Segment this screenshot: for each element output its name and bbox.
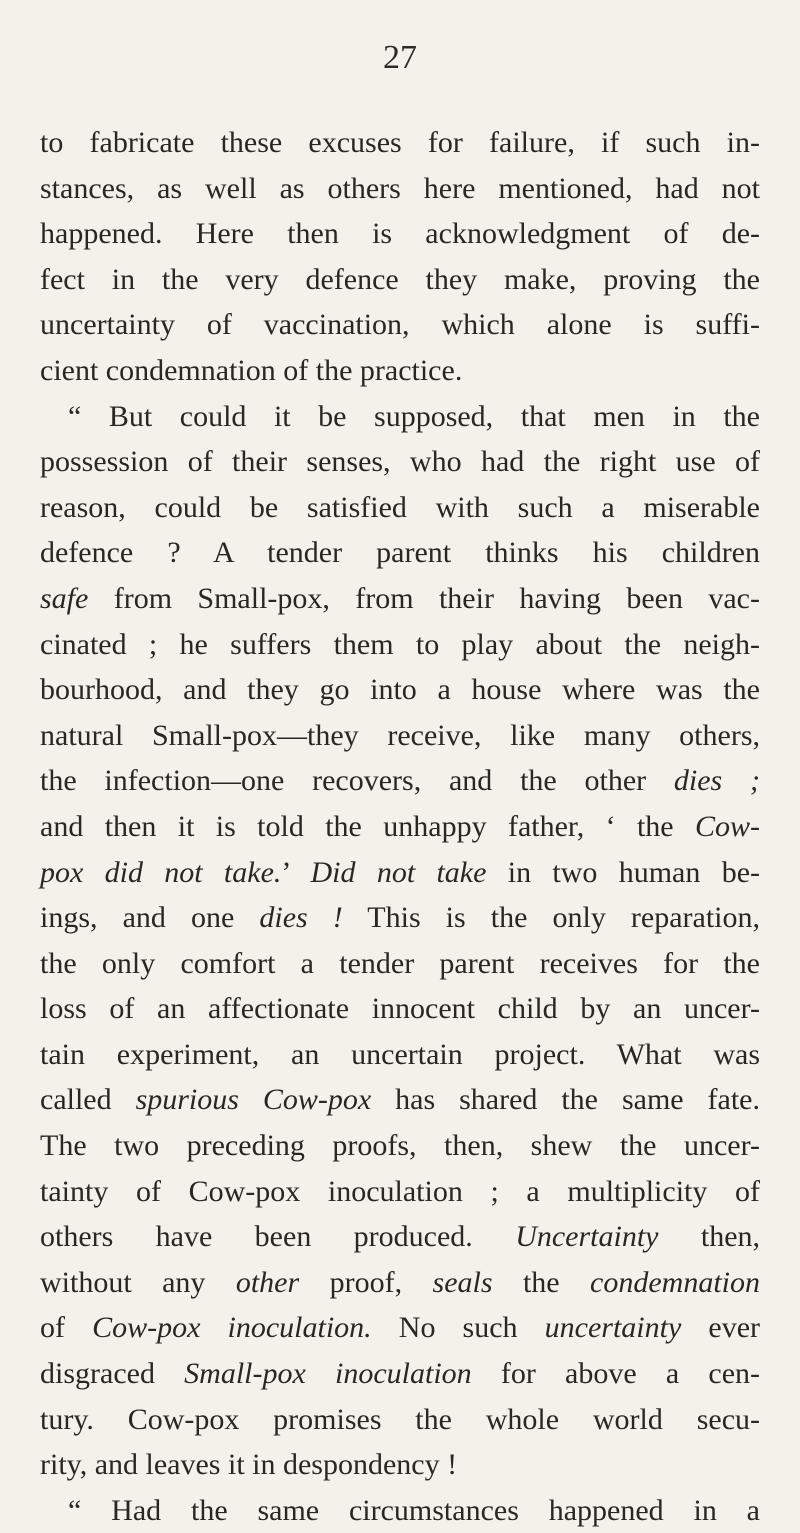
text-line: [40, 1488, 760, 1533]
text-segment: the only comfort a tender parent receives for the: [40, 946, 760, 980]
text-segment: cient condemnation of the practice.: [40, 353, 463, 387]
text-segment: without any: [40, 1265, 236, 1299]
text-line: [40, 1397, 760, 1443]
italic-text: spurious Cow-pox: [135, 1083, 372, 1117]
body-text: [40, 120, 760, 1533]
text-line: [40, 1123, 760, 1169]
text-segment: then,: [658, 1220, 761, 1254]
page-number: 27: [383, 39, 417, 76]
italic-text: uncertainty: [544, 1311, 682, 1345]
italic-text: Did not take: [310, 855, 487, 889]
text-line: [40, 348, 760, 394]
italic-text: dies ;: [673, 764, 760, 798]
text-segment: proof,: [299, 1265, 433, 1299]
text-segment: uncertainty of vaccination, which alone is suffi-: [40, 308, 760, 342]
text-line: [40, 1214, 760, 1260]
text-segment: happened. Here then is acknowledgment of de-: [40, 217, 760, 251]
italic-text: condemnation: [590, 1265, 760, 1299]
text-segment: the infection—one recovers, and the other: [40, 764, 674, 798]
text-line: [40, 622, 760, 668]
text-line: [40, 667, 760, 713]
text-line: [40, 1032, 760, 1078]
italic-text: Cow-: [694, 809, 760, 843]
text-line: [40, 302, 760, 348]
text-segment: of: [40, 1311, 93, 1345]
text-segment: ever: [681, 1311, 761, 1345]
text-line: [40, 713, 760, 759]
text-segment: rity, and leaves it in despondency !: [40, 1448, 458, 1482]
text-line: [40, 211, 760, 257]
text-segment: tainty of Cow-pox inoculation ; a multiplicity of: [40, 1174, 760, 1208]
text-line: [40, 941, 760, 987]
text-segment: reason, could be satisfied with such a miserable: [40, 490, 760, 524]
italic-text: other: [235, 1265, 300, 1299]
text-segment: called: [40, 1083, 136, 1117]
text-segment: the: [492, 1265, 591, 1299]
text-segment: loss of an affectionate innocent child by an uncer-: [40, 992, 760, 1026]
text-segment: others have been produced.: [40, 1220, 516, 1254]
text-segment: fect in the very defence they make, proving the: [40, 262, 760, 296]
text-line: [40, 804, 760, 850]
text-segment: disgraced: [40, 1357, 185, 1391]
text-line: [40, 1442, 760, 1488]
text-line: [40, 1169, 760, 1215]
text-segment: tury. Cow-pox promises the whole world secu-: [40, 1402, 760, 1436]
text-segment: No such: [371, 1311, 545, 1345]
text-line: [40, 394, 760, 440]
text-segment: tain experiment, an uncertain project. What was: [40, 1037, 760, 1071]
text-segment: and then it is told the unhappy father, ‘ the: [40, 809, 695, 843]
text-segment: ’: [281, 855, 311, 889]
text-segment: for above a cen-: [471, 1357, 760, 1391]
italic-text: dies !: [259, 901, 343, 935]
text-segment: “ Had the same circumstances happened in a: [68, 1493, 760, 1527]
text-line: [40, 485, 760, 531]
text-segment: The two preceding proofs, then, shew the uncer-: [40, 1129, 760, 1163]
text-segment: in two human be-: [486, 855, 760, 889]
italic-text: Small-pox inoculation: [184, 1357, 472, 1391]
text-line: [40, 166, 760, 212]
text-line: [40, 758, 760, 804]
text-segment: “ But could it be supposed, that men in the: [68, 399, 760, 433]
text-segment: natural Small-pox—they receive, like many others,: [40, 718, 760, 752]
text-line: [40, 257, 760, 303]
text-line: [40, 1077, 760, 1123]
text-line: [40, 439, 760, 485]
italic-text: Cow-pox inoculation.: [92, 1311, 372, 1345]
text-line: [40, 1305, 760, 1351]
text-segment: defence ? A tender parent thinks his children: [40, 536, 760, 570]
italic-text: pox did not take.: [40, 855, 282, 889]
text-segment: This is the only reparation,: [342, 901, 760, 935]
italic-text: Uncertainty: [515, 1220, 659, 1254]
text-line: [40, 576, 760, 622]
text-segment: bourhood, and they go into a house where was the: [40, 673, 760, 707]
text-line: [40, 986, 760, 1032]
text-line: [40, 530, 760, 576]
text-line: [40, 895, 760, 941]
text-segment: stances, as well as others here mentioned, had not: [40, 171, 760, 205]
text-segment: from Small-pox, from their having been vac-: [88, 581, 760, 615]
text-segment: has shared the same fate.: [371, 1083, 760, 1117]
text-line: [40, 850, 760, 896]
text-segment: possession of their senses, who had the right use of: [40, 445, 760, 479]
text-segment: cinated ; he suffers them to play about the neigh-: [40, 627, 760, 661]
text-line: [40, 120, 760, 166]
text-segment: to fabricate these excuses for failure, if such in-: [40, 126, 760, 159]
text-segment: ings, and one: [40, 901, 260, 935]
italic-text: safe: [40, 581, 89, 615]
text-line: [40, 1260, 760, 1306]
italic-text: seals: [432, 1265, 493, 1299]
text-line: [40, 1351, 760, 1397]
